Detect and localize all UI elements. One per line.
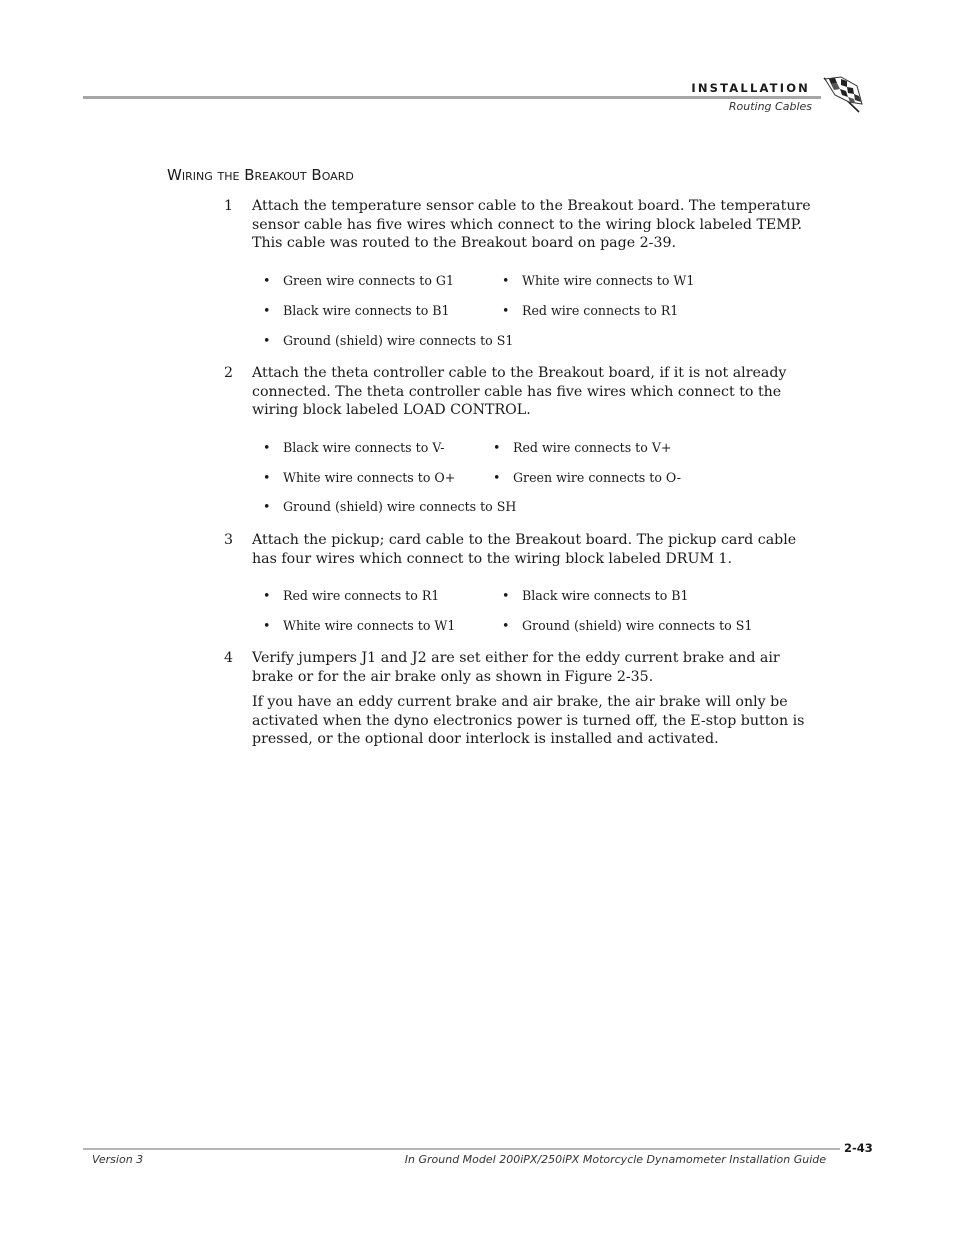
bullet-icon: • — [263, 470, 271, 485]
footer-guide-title: In Ground Model 200iPX/250iPX Motorcycle Dynamometer Installation Guide — [404, 1153, 826, 1166]
bullet-icon: • — [263, 303, 271, 318]
step-number: 2 — [224, 365, 234, 381]
section-heading: Wiring the Breakout Board — [167, 166, 354, 184]
step-4-note: If you have an eddy current brake and air brake, the air brake will only be activated when the dyno electronics power is turned off, the E-stop button is pressed, or the optional door interlock is installed and activated. — [252, 694, 805, 747]
bullet-item: • Black wire connects to B1 — [502, 588, 689, 603]
bullet-item: • Red wire connects to R1 — [263, 588, 440, 603]
step-text: Attach the pickup; card cable to the Breakout board. The pickup card cable has four wires which connect to the wiring block labeled DRUM 1. — [252, 532, 797, 567]
step-text: Attach the temperature sensor cable to the Breakout board. The temperature sensor cable has five wires which connect to the wiring block labeled TEMP. This cable was routed to the Breakout board on page 2-39. — [252, 198, 811, 251]
step-number: 3 — [224, 532, 234, 548]
bullet-item: • White wire connects to W1 — [502, 273, 695, 288]
bullet-icon: • — [263, 273, 271, 288]
bullet-item: • Black wire connects to B1 — [263, 303, 450, 318]
bullet-icon: • — [263, 440, 271, 455]
page-number: 2-43 — [844, 1141, 873, 1155]
bullet-icon: • — [502, 588, 510, 603]
bullet-icon: • — [263, 618, 271, 633]
footer-version: Version 3 — [92, 1153, 144, 1166]
bullet-icon: • — [502, 618, 510, 633]
bullet-icon: • — [493, 470, 501, 485]
step-number: 4 — [224, 650, 234, 666]
running-header-section: INSTALLATION — [691, 81, 810, 95]
bullet-icon: • — [493, 440, 501, 455]
header-rule — [83, 96, 821, 99]
bullet-item: • Ground (shield) wire connects to SH — [263, 499, 517, 514]
bullet-item: • Ground (shield) wire connects to S1 — [263, 333, 514, 348]
bullet-icon: • — [263, 588, 271, 603]
step-number: 1 — [224, 198, 234, 214]
bullet-item: • Green wire connects to G1 — [263, 273, 454, 288]
running-header-subsection: Routing Cables — [728, 100, 812, 113]
footer-rule — [83, 1148, 840, 1150]
bullet-item: • Black wire connects to V- — [263, 440, 445, 455]
step-text: Attach the theta controller cable to the Breakout board, if it is not already connected. The theta controller cable has five wires which connect to the wiring block labeled LOAD CONTROL. — [252, 365, 787, 418]
bullet-icon: • — [502, 303, 510, 318]
bullet-item: • White wire connects to W1 — [263, 618, 456, 633]
bullet-item: • Red wire connects to V+ — [493, 440, 672, 455]
bullet-item: • Ground (shield) wire connects to S1 — [502, 618, 753, 633]
bullet-icon: • — [263, 333, 271, 348]
checkered-flag-icon — [821, 76, 865, 114]
bullet-item: • White wire connects to O+ — [263, 470, 456, 485]
bullet-icon: • — [263, 499, 271, 514]
bullet-icon: • — [502, 273, 510, 288]
step-text: Verify jumpers J1 and J2 are set either for the eddy current brake and air brake or for the air brake only as shown in Figure 2-35. — [252, 650, 780, 685]
bullet-item: • Red wire connects to R1 — [502, 303, 679, 318]
bullet-item: • Green wire connects to O- — [493, 470, 681, 485]
